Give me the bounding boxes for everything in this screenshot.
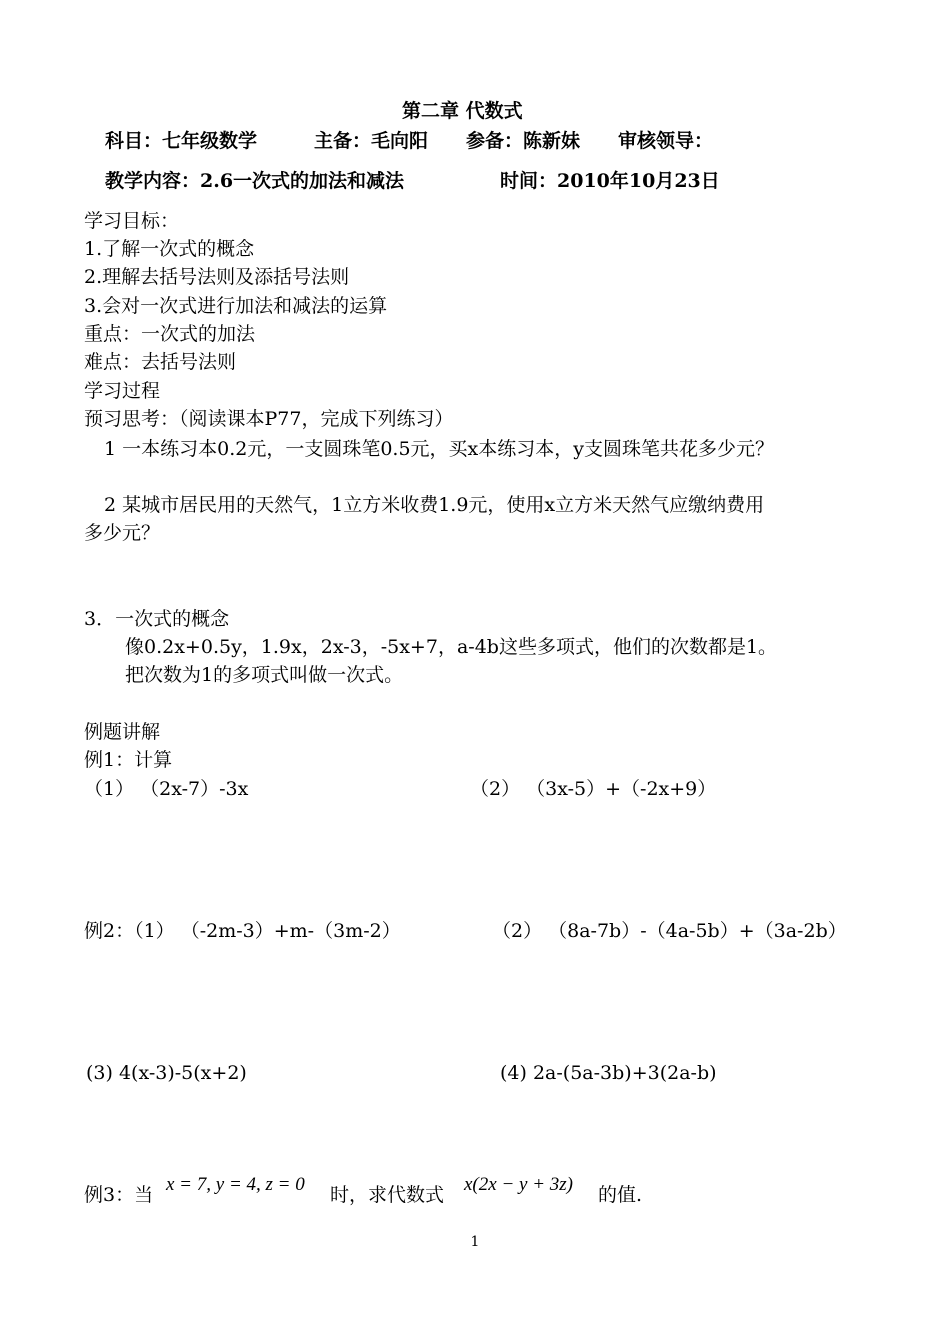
example-2-part-2: （2） （8a-7b）-（4a-5b）+（3a-2b） (492, 920, 847, 942)
concept-examples: 像0.2x+0.5y，1.9x，2x-3，-5x+7，a-4b这些多项式，他们的次数都是1。 (125, 636, 778, 658)
process-heading: 学习过程 (84, 380, 161, 402)
objective-item: 1.了解一次式的概念 (84, 238, 255, 260)
examples-heading: 例题讲解 (84, 721, 161, 743)
question-1: 1 一本练习本0.2元，一支圆珠笔0.5元，买x本练习本，y支圆珠笔共花多少元？ (104, 438, 775, 460)
example-3-suffix: 的值. (598, 1184, 643, 1206)
meta-subject: 科目：七年级数学 (105, 130, 258, 152)
concept-definition: 把次数为1的多项式叫做一次式。 (125, 664, 404, 686)
objectives-heading: 学习目标： (84, 210, 180, 232)
meta-reviewer: 审核领导： (618, 130, 714, 152)
example-2-part-1: 例2：（1） （-2m-3）+m-（3m-2） (84, 920, 401, 942)
example-3-expression: x(2x − y + 3z) (464, 1174, 573, 1195)
page-number: 1 (470, 1234, 480, 1250)
concept-heading: 3．一次式的概念 (84, 608, 230, 630)
difficulty-point: 难点：去括号法则 (84, 351, 237, 373)
teaching-content: 教学内容：2.6一次式的加法和减法 (105, 170, 405, 192)
example-3-prefix: 例3：当 (84, 1184, 154, 1206)
key-point: 重点：一次式的加法 (84, 323, 256, 345)
example-1-label: 例1：计算 (84, 749, 173, 771)
question-2: 2 某城市居民用的天然气，1立方米收费1.9元，使用x立方米天然气应缴纳费用 (104, 494, 765, 516)
example-1-part-1: （1） （2x-7）-3x (84, 778, 249, 800)
chapter-title: 第二章 代数式 (402, 100, 523, 122)
question-2-continued: 多少元？ (84, 522, 161, 544)
meta-co-author: 参备：陈新妹 (466, 130, 581, 152)
example-3-condition: x = 7, y = 4, z = 0 (166, 1174, 305, 1195)
example-1-part-2: （2） （3x-5）+（-2x+9） (470, 778, 717, 800)
lesson-date: 时间：2010年10月23日 (500, 170, 720, 192)
meta-author: 主备：毛向阳 (314, 130, 429, 152)
objective-item: 3.会对一次式进行加法和减法的运算 (84, 295, 388, 317)
preview-instruction: 预习思考：（阅读课本P77，完成下列练习） (84, 408, 454, 430)
example-2-part-3: (3) 4(x-3)-5(x+2) (86, 1062, 247, 1084)
objective-item: 2.理解去括号法则及添括号法则 (84, 266, 350, 288)
example-3-middle: 时，求代数式 (330, 1184, 445, 1206)
example-2-part-4: (4) 2a-(5a-3b)+3(2a-b) (500, 1062, 717, 1084)
